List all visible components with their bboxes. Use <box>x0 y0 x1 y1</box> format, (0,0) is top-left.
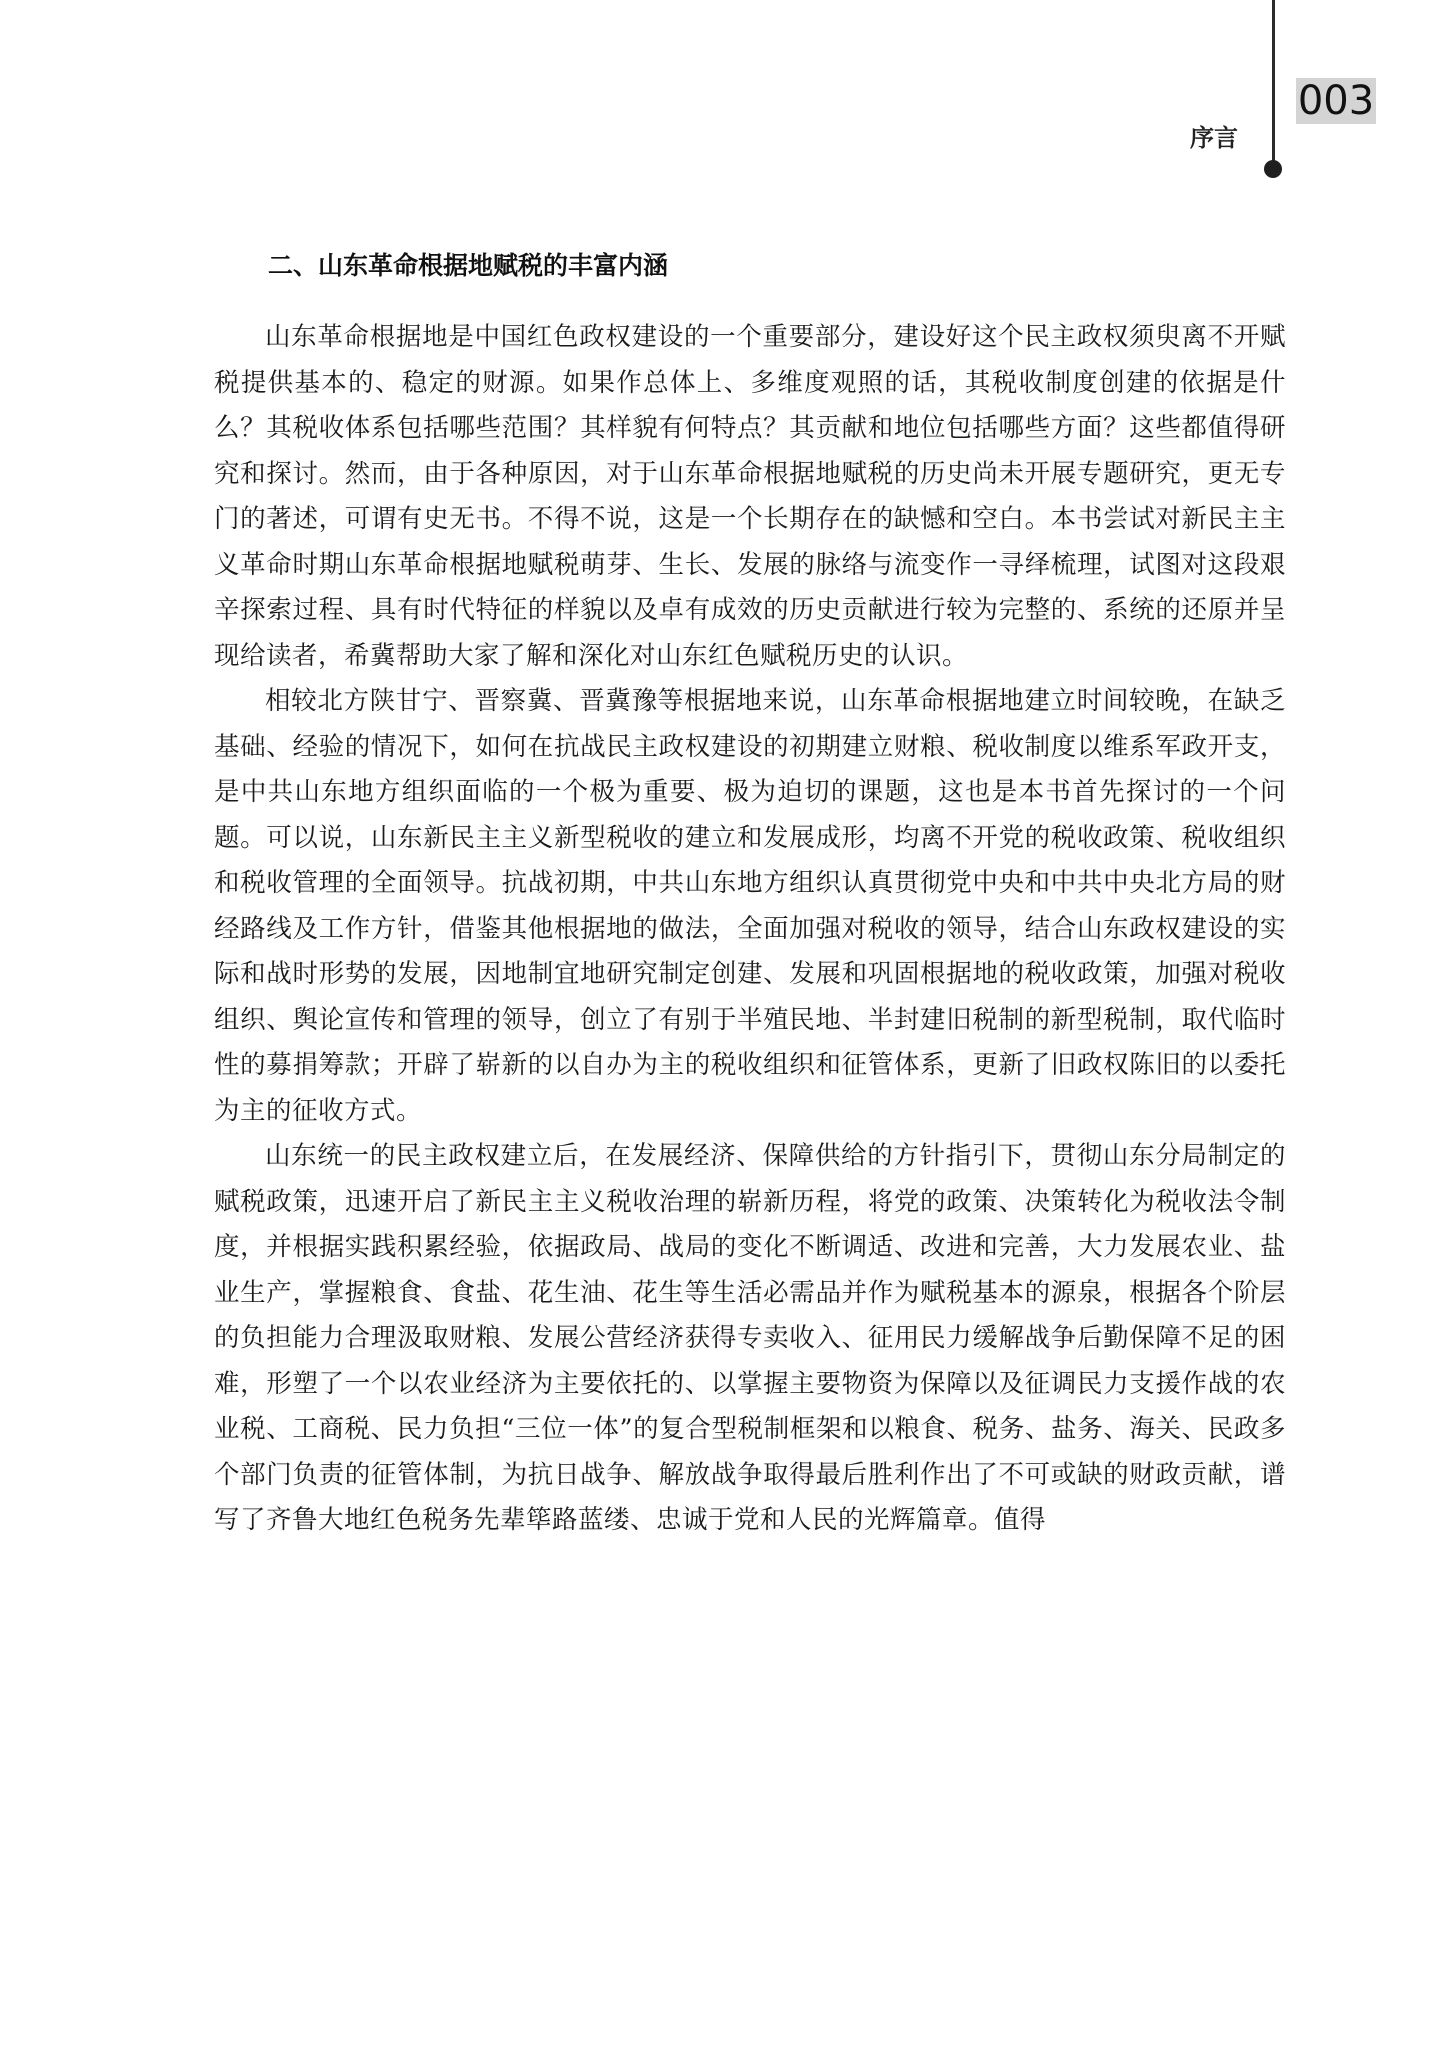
running-head: 序言 <box>1190 124 1238 152</box>
paragraph-2: 相较北方陕甘宁、晋察冀、晋冀豫等根据地来说，山东革命根据地建立时间较晚，在缺乏基础、经验的情况下，如何在抗战民主政权建设的初期建立财粮、税收制度以维系军政开支，是中共山东地方组织面临的一个极为重要、极为迫切的课题，这也是本书首先探讨的一个问题。可以说，山东新民主主义新型税收的建立和发展成形，均离不开党的税收政策、税收组织和税收管理的全面领导。抗战初期，中共山东地方组织认真贯彻党中央和中共中央北方局的财经路线及工作方针，借鉴其他根据地的做法，全面加强对税收的领导，结合山东政权建设的实际和战时形势的发展，因地制宜地研究制定创建、发展和巩固根据地的税收政策，加强对税收组织、舆论宣传和管理的领导，创立了有别于半殖民地、半封建旧税制的新型税制，取代临时性的募捐筹款；开辟了崭新的以自办为主的税收组织和征管体系，更新了旧政权陈旧的以委托为主的征收方式。 <box>214 686 1286 1126</box>
page-number: 003 <box>1297 78 1375 124</box>
body-text <box>214 315 1286 1544</box>
margin-bullet <box>1264 160 1282 178</box>
paragraph-1: 山东革命根据地是中国红色政权建设的一个重要部分，建设好这个民主政权须臾离不开赋税提供基本的、稳定的财源。如果作总体上、多维度观照的话，其税收制度创建的依据是什么？其税收体系包括哪些范围？其样貌有何特点？其贡献和地位包括哪些方面？这些都值得研究和探讨。然而，由于各种原因，对于山东革命根据地赋税的历史尚未开展专题研究，更无专门的著述，可谓有史无书。不得不说，这是一个长期存在的缺憾和空白。本书尝试对新民主主义革命时期山东革命根据地赋税萌芽、生长、发展的脉络与流变作一寻绎梳理，试图对这段艰辛探索过程、具有时代特征的样貌以及卓有成效的历史贡献进行较为完整的、系统的还原并呈现给读者，希冀帮助大家了解和深化对山东红色赋税历史的认识。 <box>214 322 1286 671</box>
margin-rule <box>1272 0 1275 165</box>
paragraph-3: 山东统一的民主政权建立后，在发展经济、保障供给的方针指引下，贯彻山东分局制定的赋税政策，迅速开启了新民主主义税收治理的崭新历程，将党的政策、决策转化为税收法令制度，并根据实践积累经验，依据政局、战局的变化不断调适、改进和完善，大力发展农业、盐业生产，掌握粮食、食盐、花生油、花生等生活必需品并作为赋税基本的源泉，根据各个阶层的负担能力合理汲取财粮、发展公营经济获得专卖收入、征用民力缓解战争后勤保障不足的困难，形塑了一个以农业经济为主要依托的、以掌握主要物资为保障以及征调民力支援作战的农业税、工商税、民力负担“三位一体”的复合型税制框架和以粮食、税务、盐务、海关、民政多个部门负责的征管体制，为抗日战争、解放战争取得最后胜利作出了不可或缺的财政贡献，谱写了齐鲁大地红色税务先辈筚路蓝缕、忠诚于党和人民的光辉篇章。值得 <box>214 1141 1286 1535</box>
section-heading: 二、山东革命根据地赋税的丰富内涵 <box>268 251 669 280</box>
